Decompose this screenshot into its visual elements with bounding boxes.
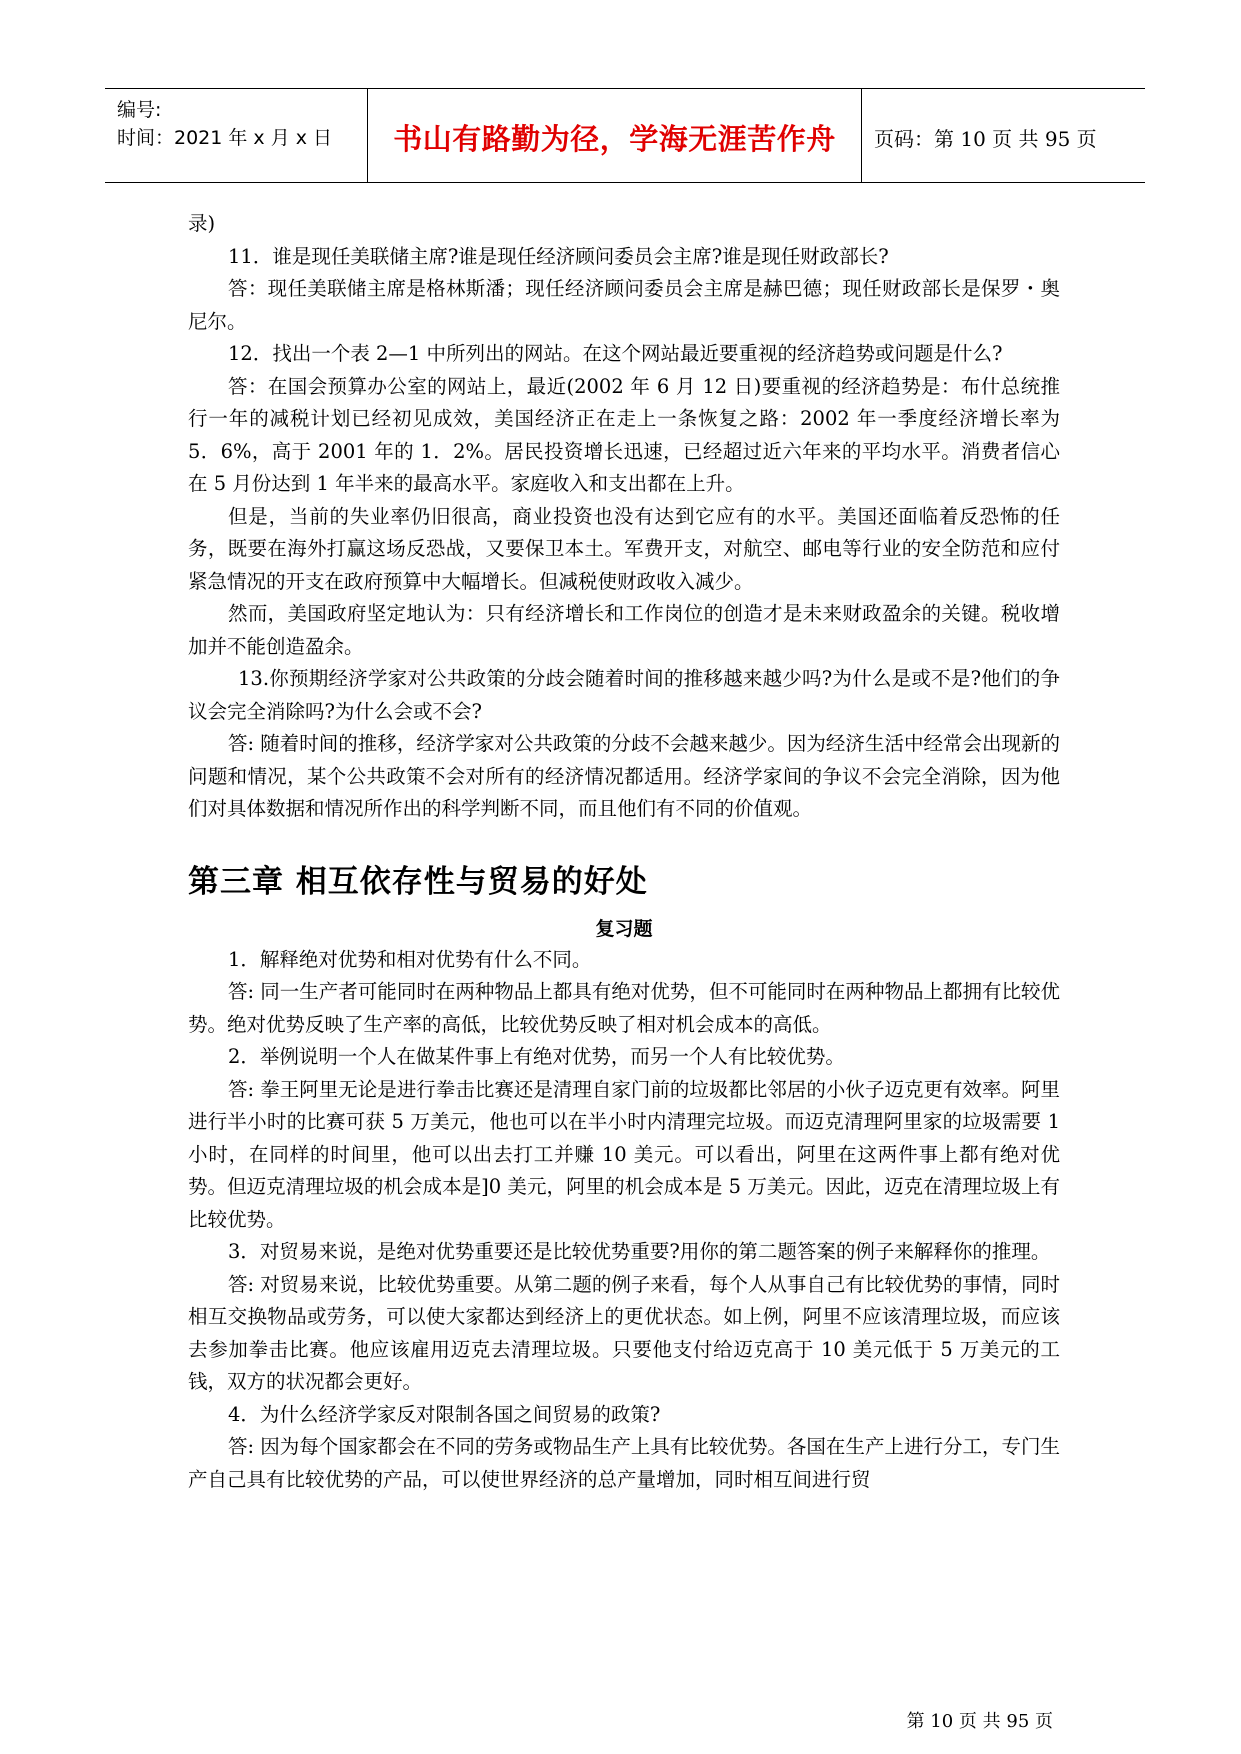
question-3: 3．对贸易来说，是绝对优势重要还是比较优势重要?用你的第二题答案的例子来解释你的推理。 xyxy=(228,1240,1051,1263)
chapter-title: 第三章 相互依存性与贸易的好处 xyxy=(188,863,648,900)
document-body xyxy=(188,208,1060,1496)
answer-1: 答: 同一生产者可能同时在两种物品上都具有绝对优势，但不可能同时在两种物品上都拥有比较优势。绝对优势反映了生产率的高低，比较优势反映了相对机会成本的高低。 xyxy=(188,980,1060,1036)
question-13: 13.你预期经济学家对公共政策的分歧会随着时间的推移越来越少吗?为什么是或不是?他们的争议会完全消除吗?为什么会或不会? xyxy=(188,667,1060,723)
header-page-label: 页码：第 10 页 共 95 页 xyxy=(874,127,1097,151)
question-1: 1．解释绝对优势和相对优势有什么不同。 xyxy=(228,947,592,971)
number-label: 编号: xyxy=(117,99,162,121)
answer-12: 答：在国会预算办公室的网站上，最近(2002 年 6 月 12 日)要重视的经济趋势是：布什总统推行一年的减税计划已经初见成效，美国经济正在走上一条恢复之路：2002 年一季度经济增长率为 5．6%，高于 2001 年的 1．2%。居民投资增长迅速，已经超过近六年来的平均水平。消费者信心在 5 月份达到 1 年半来的最高水平。家庭收入和支出都在上升。 xyxy=(188,374,1060,495)
motto-text: 书山有路勤为径，学海无涯苦作舟 xyxy=(393,122,836,156)
answer-2: 答: 拳王阿里无论是进行拳击比赛还是清理自家门前的垃圾都比邻居的小伙子迈克更有效率。阿里进行半小时的比赛可获 5 万美元，他也可以在半小时内清理完垃圾。而迈克清理阿里家的垃圾需要 1 小时，在同样的时间里，他可以出去打工并赚 10 美元。可以看出，阿里在这两件事上都有绝对优势。但迈克清理垃圾的机会成本是]0 美元，阿里的机会成本是 5 万美元。因此，迈克在清理垃圾上有比较优势。 xyxy=(188,1077,1060,1231)
spacer xyxy=(188,826,1060,860)
paragraph: 然而，美国政府坚定地认为：只有经济增长和工作岗位的创造才是未来财政盈余的关键。税收增加并不能创造盈余。 xyxy=(188,602,1060,658)
paragraph: 录) xyxy=(188,212,216,235)
page-header xyxy=(105,88,1145,183)
page-footer: 第 10 页 共 95 页 xyxy=(906,1711,1053,1732)
section-title: 复习题 xyxy=(595,917,653,940)
answer-4: 答: 因为每个国家都会在不同的劳务或物品生产上具有比较优势。各国在生产上进行分工，专门生产自己具有比较优势的产品，可以使世界经济的总产量增加，同时相互间进行贸 xyxy=(188,1435,1060,1491)
question-4: 4．为什么经济学家反对限制各国之间贸易的政策? xyxy=(228,1402,661,1426)
answer-13: 答: 随着时间的推移，经济学家对公共政策的分歧不会越来越少。因为经济生活中经常会出现新的问题和情况，某个公共政策不会对所有的经济情况都适用。经济学家间的争议不会完全消除，因为他们对具体数据和情况所作出的科学判断不同，而且他们有不同的价值观。 xyxy=(188,732,1060,820)
question-12: 12．找出一个表 2—1 中所列出的网站。在这个网站最近要重视的经济趋势或问题是什么? xyxy=(228,342,1003,365)
header-info-cell xyxy=(105,89,368,182)
paragraph: 但是，当前的失业率仍旧很高，商业投资也没有达到它应有的水平。美国还面临着反恐怖的任务，既要在海外打赢这场反恐战，又要保卫本土。军费开支，对航空、邮电等行业的安全防范和应付紧急情况的开支在政府预算中大幅增长。但减税使财政收入减少。 xyxy=(188,504,1060,593)
time-label: 时间：2021 年 x 月 x 日 xyxy=(117,127,333,149)
header-motto-cell xyxy=(368,89,862,182)
header-page-cell xyxy=(862,89,1145,182)
answer-3: 答: 对贸易来说，比较优势重要。从第二题的例子来看，每个人从事自己有比较优势的事情，同时相互交换物品或劳务，可以使大家都达到经济上的更优状态。如上例，阿里不应该清理垃圾，而应该去参加拳击比赛。他应该雇用迈克去清理垃圾。只要他支付给迈克高于 10 美元低于 5 万美元的工钱，双方的状况都会更好。 xyxy=(188,1272,1060,1393)
question-2: 2．举例说明一个人在做某件事上有绝对优势，而另一个人有比较优势。 xyxy=(228,1045,845,1068)
answer-11: 答：现任美联储主席是格林斯潘；现任经济顾问委员会主席是赫巴德；现任财政部长是保罗・奥尼尔。 xyxy=(188,277,1060,333)
question-11: 11．谁是现任美联储主席?谁是现任经济顾问委员会主席?谁是现任财政部长? xyxy=(228,244,889,268)
